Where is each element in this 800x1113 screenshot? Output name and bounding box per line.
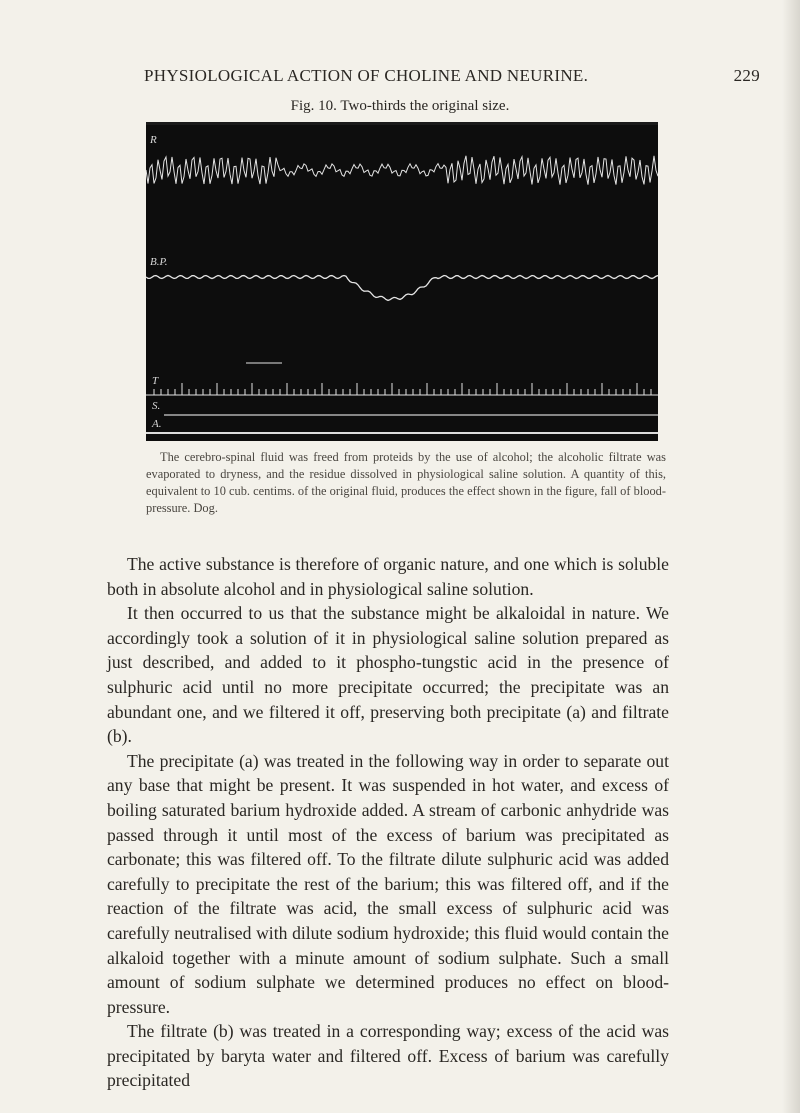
label-respiration: R <box>150 134 157 146</box>
paragraph: The filtrate (b) was treated in a corresponding way; excess of the acid was precipitated by baryta water and filtered off. Excess of barium was carefully precipitated <box>107 1021 669 1091</box>
running-title: PHYSIOLOGICAL ACTION OF CHOLINE AND NEURINE. <box>144 66 589 85</box>
page-edge-shadow <box>782 0 800 1113</box>
paragraph: It then occurred to us that the substance might be alkaloidal in nature. We accordingly took a solution of it in physiological saline solution prepared as just described, and added to it phospho-tungstic acid in the presence of sulphuric acid until no more precipitate occurred; the precipitate was an abundant one, and we filtered it off, preserving both precipitate (a) and filtrate (b). <box>107 603 669 747</box>
figure-title: Fig. 10. Two-thirds the original size. <box>290 98 510 114</box>
running-head <box>120 66 760 90</box>
figure-caption: The cerebro-spinal fluid was freed from proteids by the use of alcohol; the alcoholic filtrate was evaporated to dryness, and the residue dissolved in physiological saline solution. A quantity of this, equivalent to 10 cub. centims. of the original fluid, produces the effect shown in the figure, fall of blood-pressure. Dog. <box>146 450 666 515</box>
kymograph-figure <box>146 122 658 441</box>
paragraph: The precipitate (a) was treated in the following way in order to separate out any base that might be present. It was suspended in hot water, and excess of boiling saturated barium hydroxide added. A stream of carbonic anhydride was passed through it until most of the excess of barium was precipitated as carbonate; this was filtered off. To the filtrate dilute sulphuric acid was added carefully to precipitate the rest of the barium; this was filtered off, and if the reaction of the filtrate was acid, the small excess of sulphuric acid was carefully neutralised with dilute sodium hydroxide; this fluid would contain the alkaloid together with a minute amount of sodium sulphate. Such a small amount of sodium sulphate we determined produces no effect on blood-pressure. <box>107 750 669 1017</box>
page-number: 229 <box>733 66 760 85</box>
label-abscissa: A. <box>152 418 162 430</box>
label-signal: S. <box>152 400 161 412</box>
body-text <box>107 552 669 1093</box>
label-time: T <box>152 375 159 387</box>
paragraph: The active substance is therefore of organic nature, and one which is soluble both in absolute alcohol and in physiological saline solution. <box>107 554 669 599</box>
label-blood-pressure: B.P. <box>150 256 168 268</box>
